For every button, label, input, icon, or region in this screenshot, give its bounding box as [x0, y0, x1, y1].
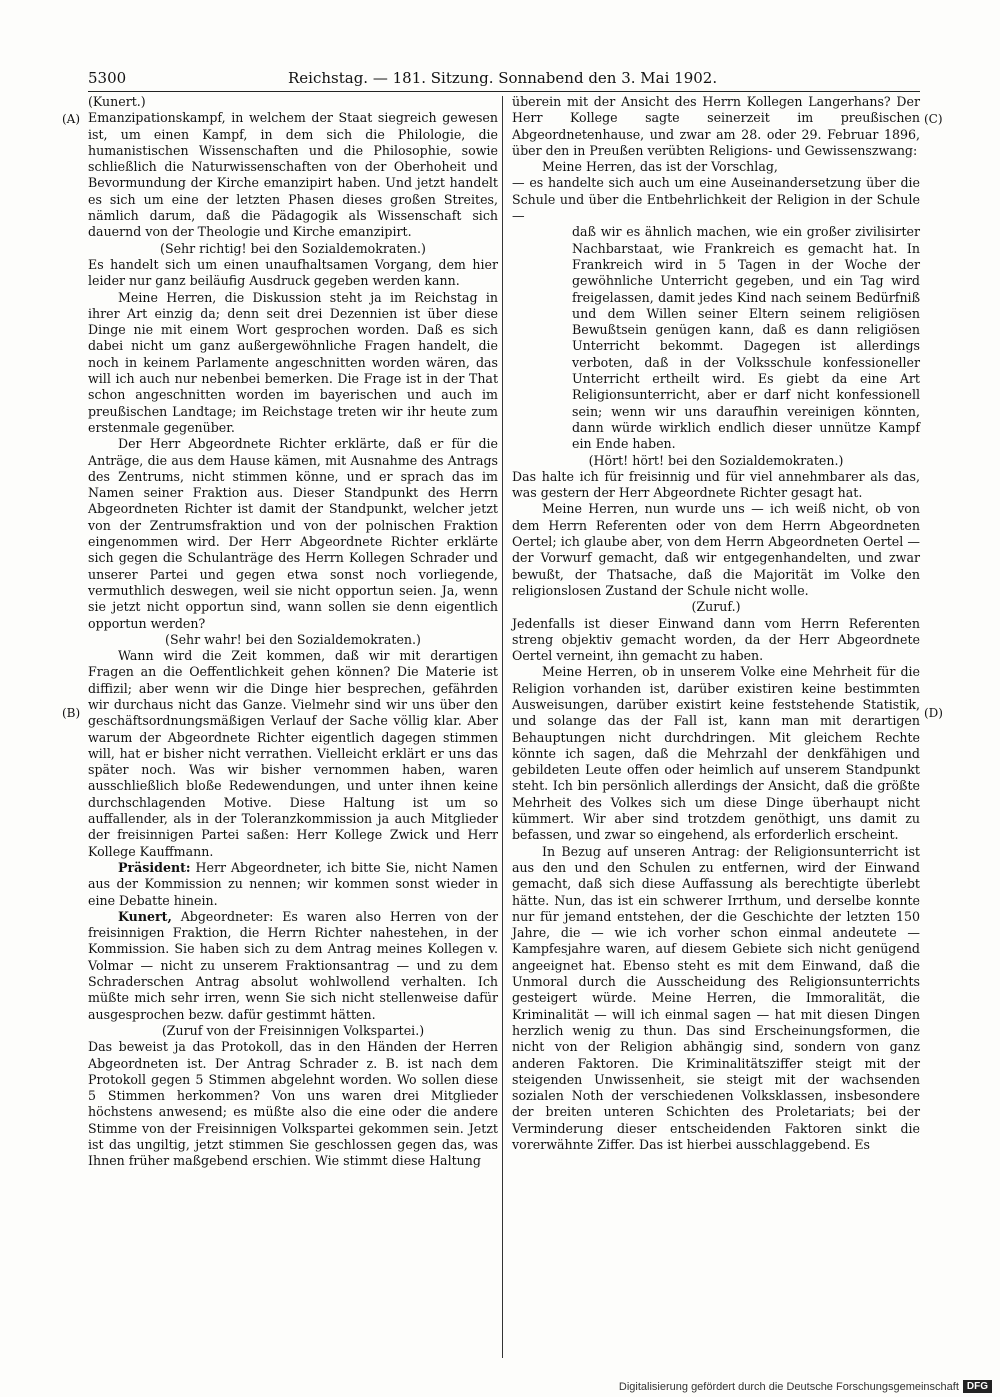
- right-column: [512, 94, 920, 1153]
- paragraph: daß wir es ähnlich machen, wie ein großer zivilisirter Nachbarstaat, wie Frankreich es gemacht hat. In Frankreich wird in 5 Tagen in der Woche der gewöhnliche Unterricht gegeben, und ein Tag wird freigelassen, damit jedes Kind nach seinem Bedürfniß und dem Willen seiner Eltern seinem religiösen Bewußtsein genügen kann, daß es dann religiösen Unterricht bekommt. Dagegen ist allerdings verboten, daß in der Volksschule konfessioneller Unterricht ertheilt wird. Es giebt da eine Art Religionsunterricht, aber er darf nicht konfessionell sein; wenn wir uns daraufhin vereinigen könnten, dann würde wirklich endlich dieser unnütze Kampf ein Ende haben.: [572, 224, 920, 452]
- paragraph: Wann wird die Zeit kommen, daß wir mit derartigen Fragen an die Oeffentlichkeit gehen können? Die Materie ist diffizil; aber wenn wir die Dinge hier besprechen, gefährden wir durchaus nicht das Ganze. Vielmehr sind wir uns über den geschäftsordnungsmäßigen Verlauf der Sache völlig klar. Aber warum der Abgeordnete Richter eigentlich dagegen stimmen will, hat er bisher nicht verrathen. Vielleicht erklärt er uns das später noch. Was wir bisher vernommen haben, waren ausschließlich bloße Redewendungen, und unter ihnen keine durchschlagenden Motive. Diese Haltung ist um so auffallender, als in der Toleranzkommission ja auch Mitglieder der freisinnigen Partei saßen: Herr Kollege Zwick und Herr Kollege Kauffmann.: [88, 648, 498, 859]
- paragraph: [88, 909, 498, 1023]
- footer-text: Digitalisierung gefördert durch die Deutsche Forschungsgemeinschaft: [618, 1380, 959, 1393]
- paragraph: Meine Herren, die Diskussion steht ja im Reichstag in ihrer Art einzig da; denn seit drei Dezennien ist über diese Dinge nie mit einem Wort gesprochen worden. Daß es sich dabei nicht um ganz außergewöhnliche Fragen handelt, die noch in keinem Parlamente angeschnitten worden wären, das will ich auch nur nebenbei bemerken. Die Frage ist in der That schon angeschnitten worden im bayerischen und auch im preußischen Landtage; im Reichstage treten wir ihr heute zum erstenmale gegenüber.: [88, 289, 498, 435]
- speech-text: Abgeordneter: Es waren also Herren von der freisinnigen Fraktion, die Herrn Richter nahestehen, in der Kommission. Sie haben sich zu dem Antrag meines Kollegen v. Volmar — nicht zu unserem Fraktionsantrag — und zu dem Schraderschen Antrag absolut wohlwollend verhalten. Ich müßte mich sehr irren, wenn Sie sich nicht stellenweise dafür ausgesprochen bezw. dafür gestimmt hätten.: [88, 908, 498, 1022]
- paragraph: (Sehr richtig! bei den Sozialdemokraten.): [160, 240, 426, 256]
- speaker-name: Präsident:: [118, 859, 191, 875]
- footer: [619, 1380, 992, 1393]
- margin-mark-b: (B): [62, 706, 81, 720]
- paragraph: [88, 860, 498, 909]
- speaker-name: Kunert,: [118, 908, 172, 924]
- speech-text: Herr Abgeordneter, ich bitte Sie, nicht Namen aus der Kommission zu nennen; wir kommen sonst wieder in eine Debatte hinein.: [88, 859, 498, 908]
- paragraph: Meine Herren, das ist der Vorschlag,: [542, 159, 778, 175]
- header-rule: [88, 91, 920, 92]
- margin-mark-d: (D): [924, 706, 943, 720]
- paragraph: In Bezug auf unseren Antrag: der Religionsunterricht ist aus den und den Schulen zu entfernen, wird der Einwand gemacht, daß sich diese Auffassung als berechtigte überlebt hätte. Nun, das ist ein schwerer Irrthum, und derselbe konnte nur für jemand entstehen, der die Geschichte der letzten 150 Jahre, die — wie ich vorher schon einmal andeutete — Kampfesjahre waren, auf diesem Gebiete sich nicht genügend angeeignet hat. Ebenso steht es mit dem Einwand, daß die Unmoral durch die Ausscheidung des Religionsunterrichts gesteigert würde. Meine Herren, die Immoralität, die Kriminalität — will ich einmal sagen — hat mit diesen Dingen herzlich wenig zu thun. Das sind Erscheinungsformen, die nicht von der Religion abhängig sind, sondern von ganz anderen Faktoren. Die Kriminalitätsziffer steigt mit der steigenden Unwissenheit, sie steigt mit der wachsenden sozialen Noth der verschiedenen Volksklassen, insbesondere der breiten unteren Schichten des Proletariats; bei der Verminderung dieser entscheidenden Faktoren sinkt die vorerwähnte Ziffer. Das ist hierbei ausschlaggebend. Es: [512, 843, 920, 1152]
- paragraph: (Zuruf.): [691, 599, 741, 615]
- margin-mark-a: (A): [62, 112, 81, 126]
- paragraph: überein mit der Ansicht des Herrn Kollegen Langerhans? Der Herr Kollege sagte seinerzeit im preußischen Abgeordnetenhause, und zwar am 28. oder 29. Februar 1896, über den in Preußen verübten Religions- und Gewissenszwang:: [512, 94, 920, 158]
- paragraph: Das halte ich für freisinnig und für viel annehmbarer als das, was gestern der Herr Abgeordnete Richter gesagt hat.: [512, 468, 920, 501]
- paragraph: Es handelt sich um einen unaufhaltsamen Vorgang, dem hier leider nur ganz beiläufig Ausdruck gegeben werden kann.: [88, 256, 498, 289]
- running-title: Reichstag. — 181. Sitzung. Sonnabend den 3. Mai 1902.: [288, 69, 718, 87]
- left-column: [88, 94, 498, 1170]
- page-number: 5300: [88, 69, 127, 87]
- paragraph: Jedenfalls ist dieser Einwand dann vom Herrn Referenten streng objektiv gemacht worden, da der Herr Abgeordnete Oertel verneint, ihn gemacht zu haben.: [512, 615, 920, 664]
- margin-mark-c: (C): [924, 112, 943, 126]
- page-header: [88, 66, 920, 90]
- paragraph: (Kunert.): [88, 94, 146, 109]
- paragraph: Meine Herren, nun wurde uns — ich weiß nicht, ob von dem Herrn Referenten oder von dem Herrn Abgeordneten Oertel; ich glaube aber, von dem Herrn Abgeordneten Oertel — der Vorwurf gemacht, daß wir entgegenhandelten, und zwar bewußt, der Thatsache, daß die Majorität im Volke den religionslosen Zustand der Schule nicht wolle.: [512, 501, 920, 598]
- paragraph: (Hört! hört! bei den Sozialdemokraten.): [588, 452, 844, 468]
- paragraph: — es handelte sich auch um eine Auseinandersetzung über die Schule und über die Entbehrlichkeit der Religion in der Schule —: [512, 175, 920, 224]
- paragraph: Emanzipationskampf, in welchem der Staat siegreich gewesen ist, um einen Kampf, in dem sich die Philologie, die humanistischen Wissenschaften und die Philosophie, sowie schließlich die Naturwissenschaften von der Oberhoheit und Bevormundung der Kirche emanzipirt haben. Und jetzt handelt es sich um eine der letzten Phasen dieses großen Streites, nämlich darum, daß die Pädagogik als Wissenschaft sich dauernd von der Theologie und Kirche emanzipirt.: [88, 110, 498, 240]
- paragraph: (Sehr wahr! bei den Sozialdemokraten.): [165, 631, 421, 647]
- paragraph: (Zuruf von der Freisinnigen Volkspartei.): [161, 1022, 425, 1038]
- column-divider: [502, 96, 503, 1358]
- paragraph: Meine Herren, ob in unserem Volke eine Mehrheit für die Religion vorhanden ist, darüber existiren keine bestimmten Ausweisungen, darüber existirt keine feststehende Statistik, und solange das der Fall ist, kann man mit derartigen Behauptungen nicht durchdringen. Mit gleichem Rechte könnte ich sagen, daß die Mehrzahl der denkfähigen und gebildeten Leute offen oder heimlich auf unserem Standpunkt steht. Ich bin persönlich allerdings der Ansicht, daß die größte Mehrheit des Volkes sich um diese Dinge überhaupt nicht kümmert. Wir aber sind trotzdem genöthigt, uns damit zu befassen, und zwar so eingehend, als erforderlich erscheint.: [512, 664, 920, 843]
- paragraph: Der Herr Abgeordnete Richter erklärte, daß er für die Anträge, die aus dem Hause kämen, mit Ausnahme des Antrags des Zentrums, nicht stimmen könne, und er sprach das im Namen seiner Fraktion aus. Dieser Standpunkt des Herrn Abgeordneten Richter ist damit der Standpunkt, welcher jetzt von der Zentrumsfraktion und von der polnischen Fraktion eingenommen wird. Der Herr Abgeordnete Richter erklärte sich gegen die Schulanträge des Herrn Kollegen Schrader und unserer Partei und gegen etwa sonst noch vorliegende, vermuthlich deswegen, weil sie nicht opportun seien. Ja, wenn sie jetzt nicht opportun sind, wann sollen sie denn eigentlich opportun werden?: [88, 436, 498, 631]
- dfg-logo: DFG: [963, 1380, 992, 1393]
- paragraph: Das beweist ja das Protokoll, das in den Händen der Herren Abgeordneten ist. Der Antrag Schrader z. B. ist nach dem Protokoll gegen 5 Stimmen abgelehnt worden. Wo sollen diese 5 Stimmen herkommen? Von uns waren drei Mitglieder höchstens anwesend; es müßte also die eine oder die andere Stimme von der Freisinnigen Volkspartei gekommen sein. Jetzt ist das ungiltig, jetzt stimmen Sie geschlossen gegen das, was Ihnen früher maßgebend erschien. Wie stimmt diese Haltung: [88, 1039, 498, 1169]
